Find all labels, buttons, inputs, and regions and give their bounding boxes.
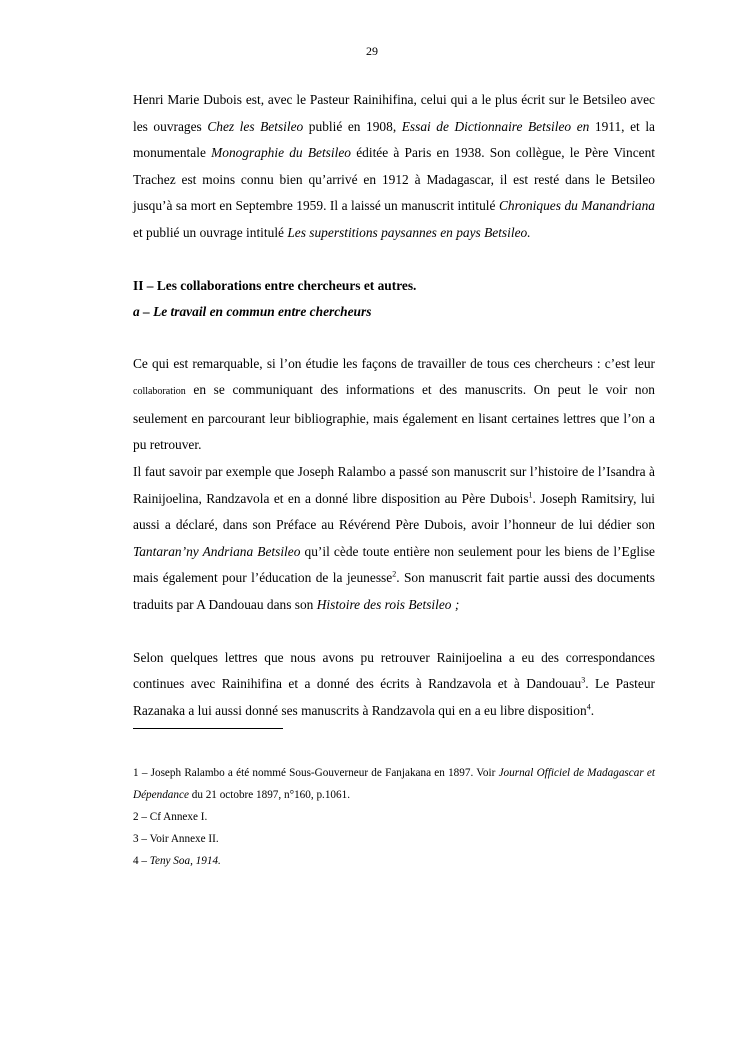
section-subheading: a – Le travail en commun entre chercheurs (133, 303, 372, 319)
book-title: Chroniques du Manandriana (498, 198, 655, 214)
collaboration-paragraph: Ce qui est remarquable, si l’on étudie les façons de travailler de tous ces chercheurs : c’est leur collaboration en se communiquant des informations et des manuscrits. On peut le voir non seulement en parcourant leur bibliographie, mais également en lisant certaines lettres que l’on a pu retrouver. (133, 355, 655, 453)
footnote-ref: 4 (586, 702, 591, 712)
source-title: Teny Soa, 1914. (149, 855, 221, 868)
page-number: 29 (366, 44, 378, 58)
footnote-separator (133, 728, 283, 729)
page-body (133, 87, 655, 872)
journal-title: Journal Officiel de Madagascar et Dépendance (133, 767, 656, 802)
footnote-2: 2 – Cf Annexe I. (133, 811, 208, 824)
example-paragraph: Il faut savoir par exemple que Joseph Ralambo a passé son manuscrit sur l’histoire de l’Isandra à Rainijoelina, Randzavola et en a donné libre disposition au Père Dubois$^1$. Joseph Ramitsiry, lui aussi a déclaré, dans son Préface au Révérend Père Dubois, avoir l’honneur de lui dédier son Tantaran’ny Andriana Betsileo qu’il cède toute entière non seulement pour les biens de l’Eglise mais également pour l’éducation de la jeunesse$^2$. Son manuscrit fait partie aussi des documents traduits par A Dandouau dans son Histoire des rois Betsileo ; (133, 463, 655, 612)
book-title: Monographie du Betsileo (211, 145, 351, 161)
footnote-1: 1 – Joseph Ralambo a été nommé Sous-Gouverneur de Fanjakana en 1897. Voir Journal Officiel de Madagascar et Dépendance du 21 octobre 1897, n°160, p.1061. (133, 767, 656, 802)
intro-paragraph: Henri Marie Dubois est, avec le Pasteur Rainihifina, celui qui a le plus écrit sur le Betsileo avec les ouvrages Chez les Betsileo publié en 1908, Essai de Dictionnaire Betsileo en 1911, et la monumentale Monographie du Betsileo éditée à Paris en 1938. Son collègue, le Père Vincent Trachez est moins connu bien qu’arrivé en 1912 à Madagascar, il est resté dans le Betsileo jusqu’à sa mort en Septembre 1959. Il a laissé un manuscrit intitulé Chroniques du Manandriana et publié un ouvrage intitulé Les superstitions paysannes en pays Betsileo. (133, 92, 655, 240)
footnote-ref: 2 (392, 569, 397, 579)
footnote-ref: 3 (581, 675, 586, 685)
footnote-4: 4 – Teny Soa, 1914. (133, 855, 221, 868)
book-title: Chez les Betsileo (207, 118, 304, 134)
footnote-ref: 1 (528, 490, 533, 500)
book-title: Essai de Dictionnaire Betsileo en (401, 118, 590, 134)
footnote-3: 3 – Voir Annexe II. (133, 833, 219, 846)
footnotes (133, 762, 655, 872)
book-title: Histoire des rois Betsileo ; (316, 596, 460, 612)
book-title: Les superstitions paysannes en pays Betsileo. (287, 224, 531, 240)
small-word: collaboration (133, 386, 186, 398)
book-title: Tantaran’ny Andriana Betsileo (133, 543, 301, 559)
section-heading: II – Les collaborations entre chercheurs et autres. (133, 277, 417, 293)
letters-paragraph: Selon quelques lettres que nous avons pu retrouver Rainijoelina a eu des correspondances continues avec Rainihifina et a donné des écrits à Randzavola et à Dandouau$^3$. Le Pasteur Razanaka a lui aussi donné ses manuscrits à Randzavola qui en a eu libre disposition$^4$. (133, 649, 656, 718)
